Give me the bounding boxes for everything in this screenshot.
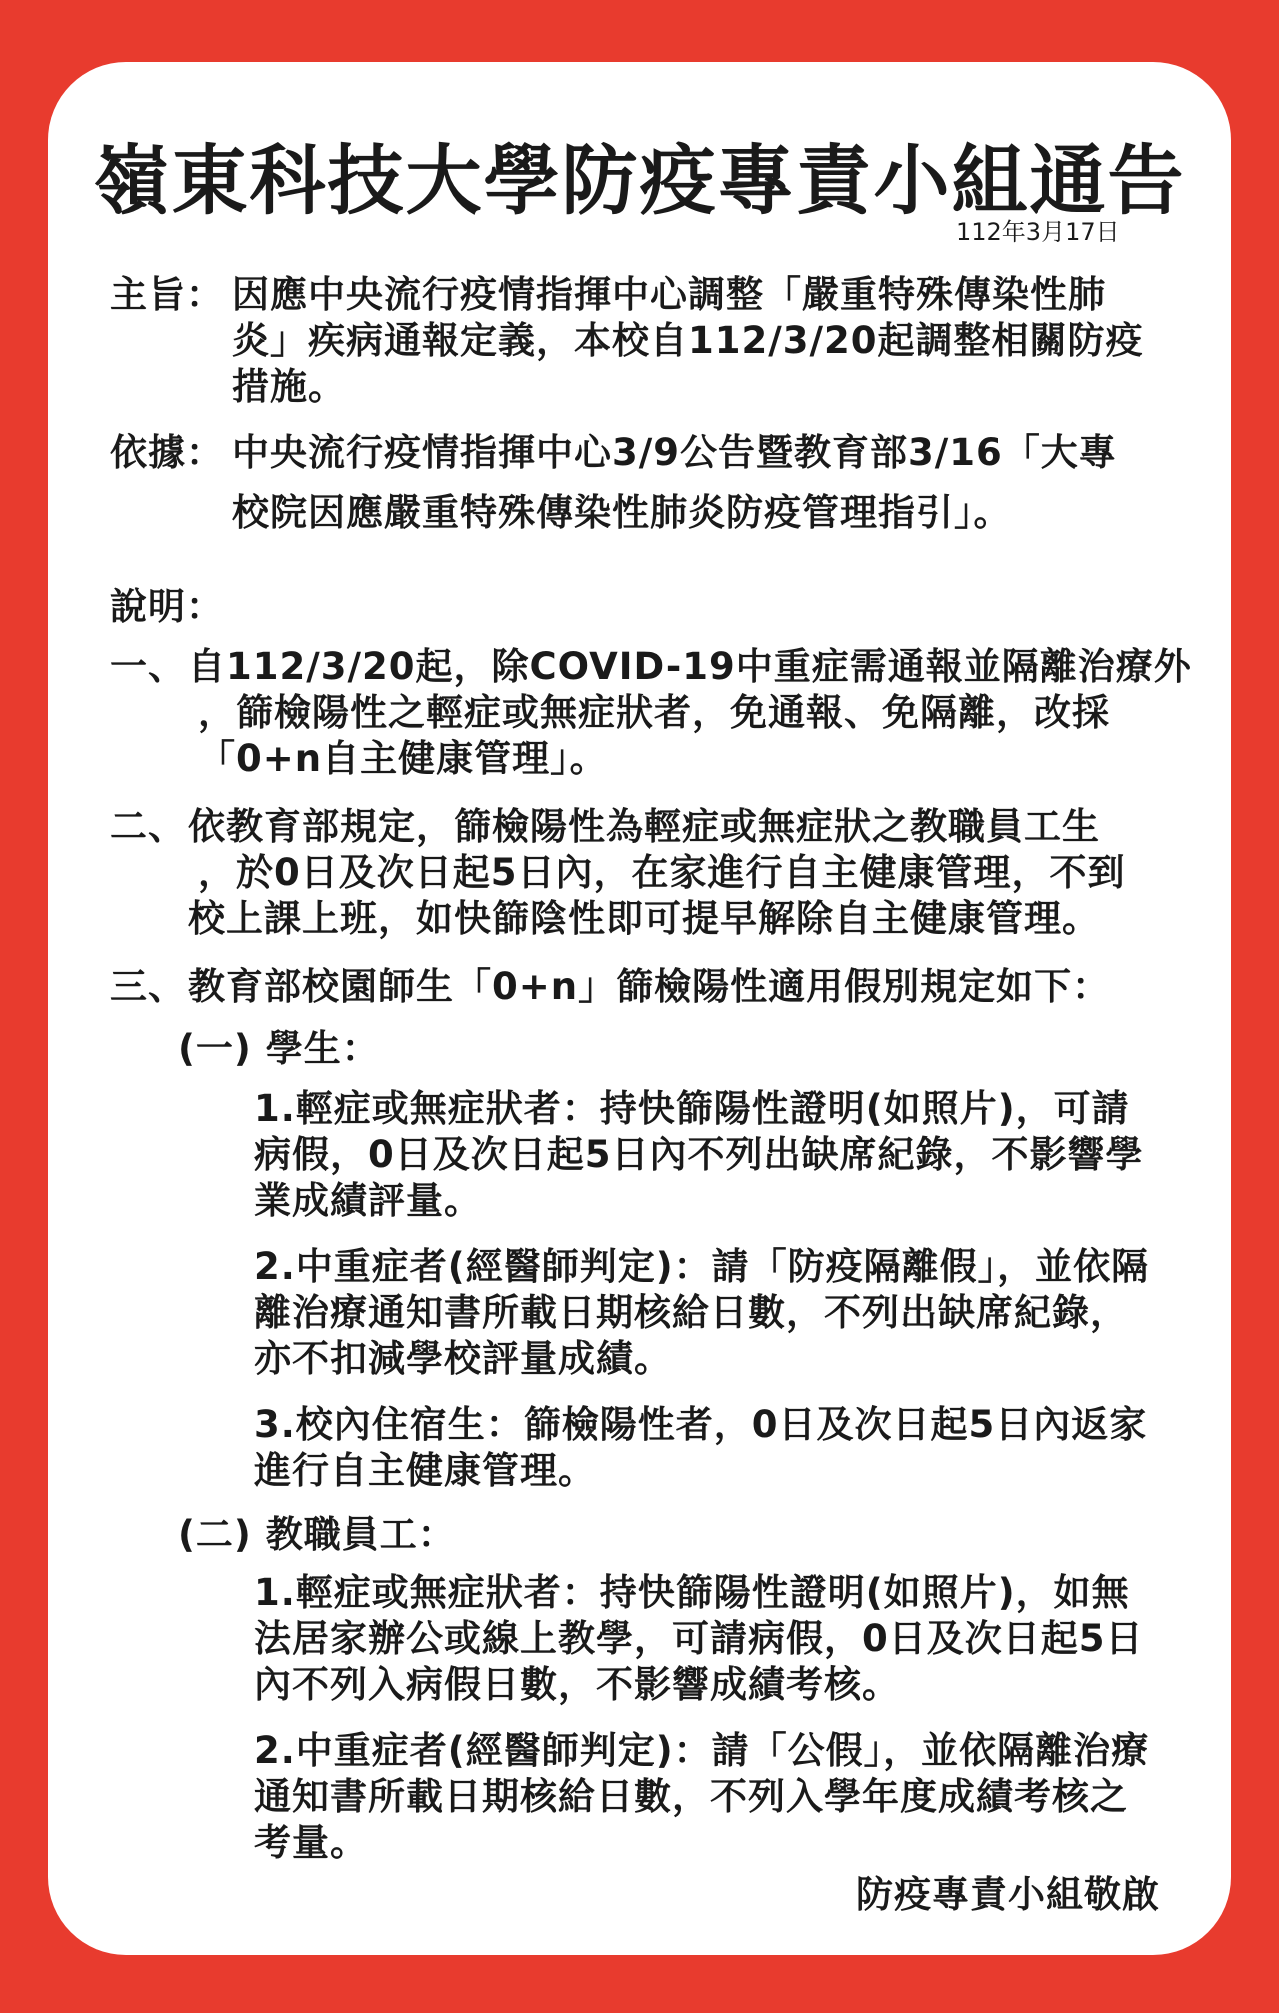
notice-date: 112年3月17日	[956, 218, 1120, 246]
staff-p2-line-2: 通知書所載日期核給日數，不列入學年度成績考核之	[254, 1775, 1128, 1818]
item2-line-1: 依教育部規定，篩檢陽性為輕症或無症狀之教職員工生	[188, 805, 1100, 848]
staff-p2-line-3: 考量。	[254, 1821, 368, 1864]
students-p2-line-1: 2.中重症者(經醫師判定)：請「防疫隔離假」，並依隔	[254, 1245, 1150, 1288]
basis-line-2: 校院因應嚴重特殊傳染性肺炎防疫管理指引」。	[232, 491, 1012, 534]
students-p2-line-2: 離治療通知書所載日期核給日數，不列出缺席紀錄，	[254, 1291, 1128, 1334]
students-p1-line-1: 1.輕症或無症狀者：持快篩陽性證明(如照片)，可請	[254, 1087, 1130, 1130]
staff-p1-line-3: 內不列入病假日數，不影響成績考核。	[254, 1663, 900, 1706]
students-p1-line-2: 病假，0日及次日起5日內不列出缺席紀錄，不影響學	[254, 1133, 1144, 1176]
students-p2-line-3: 亦不扣減學校評量成績。	[254, 1337, 672, 1380]
notice-title: 嶺東科技大學防疫專責小組通告	[93, 136, 1186, 225]
signature: 防疫專責小組敬啟	[856, 1873, 1160, 1916]
staff-p1-line-1: 1.輕症或無症狀者：持快篩陽性證明(如照片)，如無	[254, 1571, 1130, 1614]
explanation-label: 說明：	[110, 585, 224, 628]
item1-line-3: 「0+n自主健康管理」。	[198, 737, 608, 780]
item1-line-2: ，篩檢陽性之輕症或無症狀者，免通報、免隔離，改採	[198, 691, 1110, 734]
item2-line-2: ，於0日及次日起5日內，在家進行自主健康管理，不到	[198, 851, 1126, 894]
students-heading: (一) 學生：	[178, 1027, 380, 1070]
students-p3-line-1: 3.校內住宿生：篩檢陽性者，0日及次日起5日內返家	[254, 1403, 1148, 1446]
staff-p2-line-1: 2.中重症者(經醫師判定)：請「公假」，並依隔離治療	[254, 1729, 1150, 1772]
subject-line-3: 措施。	[232, 365, 346, 408]
subject-line-1: 因應中央流行疫情指揮中心調整「嚴重特殊傳染性肺	[232, 273, 1106, 316]
basis-label: 依據：	[110, 431, 224, 474]
item2-line-3: 校上課上班，如快篩陰性即可提早解除自主健康管理。	[188, 897, 1100, 940]
students-p1-line-3: 業成績評量。	[254, 1179, 482, 1222]
staff-p1-line-2: 法居家辦公或線上教學，可請病假，0日及次日起5日	[254, 1617, 1144, 1660]
notice-card	[48, 62, 1231, 1955]
subject-label: 主旨：	[110, 273, 224, 316]
students-p3-line-2: 進行自主健康管理。	[254, 1449, 596, 1492]
subject-line-2: 炎」疾病通報定義，本校自112/3/20起調整相關防疫	[232, 319, 1144, 362]
staff-heading: (二) 教職員工：	[178, 1513, 456, 1556]
item1-line-1: 自112/3/20起，除COVID-19中重症需通報並隔離治療外	[188, 645, 1192, 688]
basis-line-1: 中央流行疫情指揮中心3/9公告暨教育部3/16「大專	[232, 431, 1117, 474]
item1-marker: 一、	[110, 645, 186, 688]
item3-marker: 三、	[110, 965, 186, 1008]
item3-text: 教育部校園師生「0+n」篩檢陽性適用假別規定如下：	[188, 965, 1111, 1008]
item2-marker: 二、	[110, 805, 186, 848]
